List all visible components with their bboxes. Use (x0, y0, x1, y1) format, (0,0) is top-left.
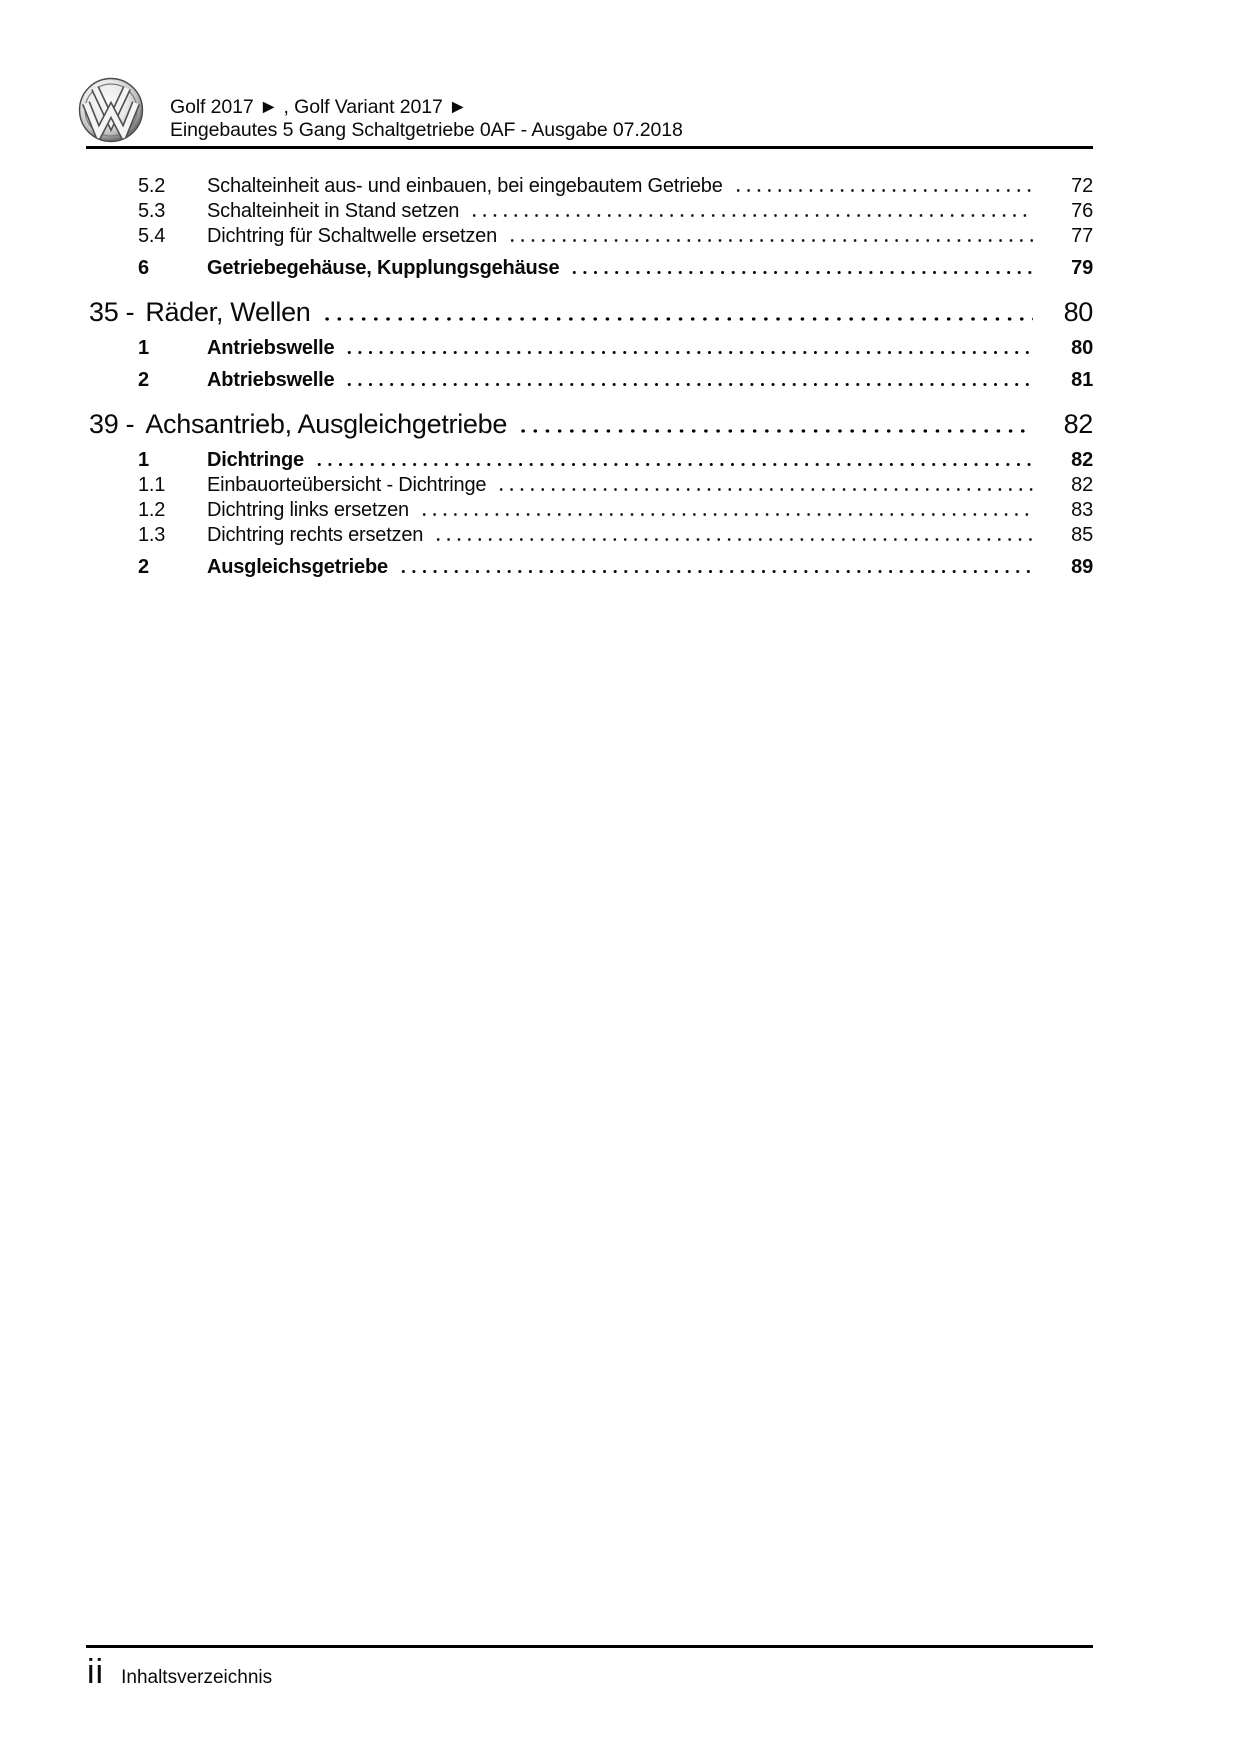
header-edition-line: Eingebautes 5 Gang Schaltgetriebe 0AF - Ausgabe 07.2018 (170, 119, 683, 141)
toc-entry (89, 367, 1093, 393)
dotted-leader (321, 317, 1033, 321)
header-model-line: Golf 2017 ► , Golf Variant 2017 ► (170, 96, 468, 118)
toc-entry-page: 85 (1071, 524, 1093, 546)
toc-entry-title: Achsantrieb, Ausgleichgetriebe (145, 409, 508, 439)
toc-entry-number: 39 - (89, 409, 135, 439)
toc-entry-title: Einbauorteübersicht - Dichtringe (207, 474, 487, 496)
toc-entry (89, 447, 1093, 473)
header-rule (86, 146, 1093, 149)
footer-rule (86, 1645, 1093, 1648)
toc-entry-number: 2 (138, 369, 149, 391)
toc-entry-page: 82 (1071, 474, 1093, 496)
toc-entry-page: 82 (1071, 449, 1093, 471)
table-of-contents (89, 174, 1093, 580)
toc-entry (89, 199, 1093, 224)
toc-entry-number: 1.2 (138, 499, 166, 521)
toc-entry-number: 1 (138, 337, 149, 359)
toc-entry-number: 1.1 (138, 474, 166, 496)
toc-entry-title: Antriebswelle (207, 337, 335, 359)
toc-entry-title: Getriebegehäuse, Kupplungsgehäuse (207, 257, 560, 279)
dotted-leader (507, 239, 1033, 242)
toc-entry-number: 1 (138, 449, 149, 471)
toc-entry-title: Schalteinheit in Stand setzen (207, 200, 460, 222)
toc-entry-number: 5.4 (138, 225, 166, 247)
toc-entry-title: Dichtring rechts ersetzen (207, 524, 424, 546)
page-footer (87, 1654, 272, 1691)
toc-entry-number: 5.2 (138, 175, 166, 197)
dotted-leader (569, 271, 1033, 274)
toc-entry (89, 174, 1093, 199)
toc-entry-title: Abtriebswelle (207, 369, 335, 391)
toc-entry-title: Ausgleichsgetriebe (207, 556, 388, 578)
dotted-leader (733, 189, 1033, 192)
dotted-leader (344, 351, 1033, 354)
toc-entry (89, 224, 1093, 249)
toc-entry-number: 6 (138, 257, 149, 279)
vw-logo (78, 77, 144, 143)
toc-entry-title: Schalteinheit aus- und einbauen, bei eingebautem Getriebe (207, 175, 723, 197)
toc-entry (89, 554, 1093, 580)
toc-entry (89, 295, 1093, 329)
toc-entry-number: 2 (138, 556, 149, 578)
dotted-leader (344, 383, 1033, 386)
footer-section-label: Inhaltsverzeichnis (121, 1667, 273, 1688)
toc-entry (89, 407, 1093, 441)
toc-entry-number: 35 - (89, 297, 135, 327)
toc-entry (89, 473, 1093, 498)
toc-entry-number: 5.3 (138, 200, 166, 222)
toc-entry-page: 72 (1071, 175, 1093, 197)
dotted-leader (469, 214, 1033, 217)
toc-entry-title: Dichtringe (207, 449, 304, 471)
toc-entry-title: Dichtring links ersetzen (207, 499, 409, 521)
toc-entry-page: 80 (1071, 337, 1093, 359)
toc-entry-title: Dichtring für Schaltwelle ersetzen (207, 225, 497, 247)
toc-entry (89, 335, 1093, 361)
toc-entry (89, 498, 1093, 523)
toc-entry-page: 80 (1063, 297, 1093, 327)
toc-entry-title: Räder, Wellen (145, 297, 311, 327)
dotted-leader (433, 538, 1033, 541)
dotted-leader (398, 570, 1033, 573)
toc-entry (89, 523, 1093, 548)
dotted-leader (419, 513, 1033, 516)
footer-page-number: ii (87, 1653, 105, 1691)
dotted-leader (314, 463, 1033, 466)
toc-entry-page: 76 (1071, 200, 1093, 222)
toc-entry-page: 77 (1071, 225, 1093, 247)
toc-entry-page: 79 (1071, 257, 1093, 279)
toc-entry-number: 1.3 (138, 524, 166, 546)
toc-entry-page: 82 (1063, 409, 1093, 439)
dotted-leader (496, 488, 1033, 491)
dotted-leader (517, 429, 1033, 433)
toc-entry-page: 81 (1071, 369, 1093, 391)
toc-entry-page: 89 (1071, 556, 1093, 578)
page-header (170, 96, 683, 142)
toc-entry-page: 83 (1071, 499, 1093, 521)
toc-entry (89, 255, 1093, 281)
